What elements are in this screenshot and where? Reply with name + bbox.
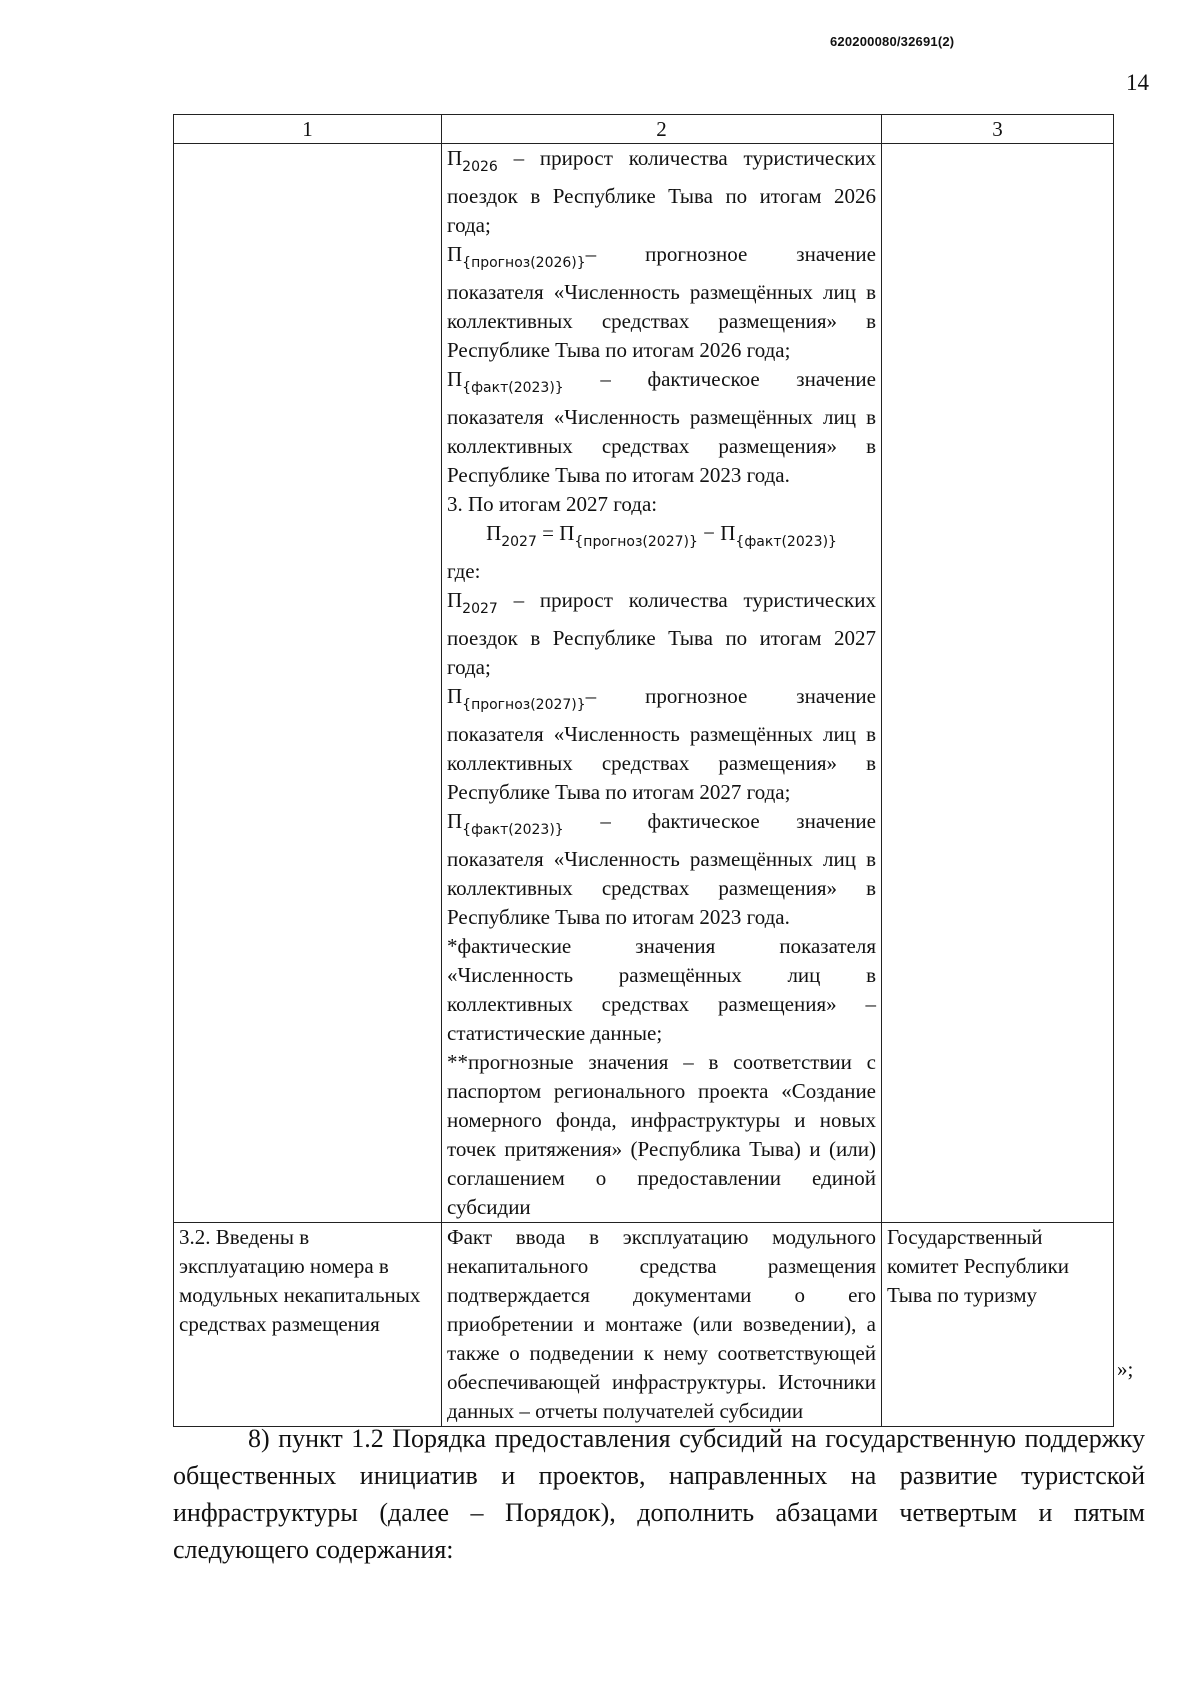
prognoz2027-definition: $П_{\{прогноз(2027)\}}-$ прогнозное значение показателя «Численность размещённых лиц в коллективных средствах размещения» в Республике Тыва по итогам 2027 года; <box>447 684 876 804</box>
p2027-definition: $П_{2027}$ – прирост количества туристических поездок в Республике Тыва по итогам 2027 года; <box>447 588 876 679</box>
indicators-table <box>173 114 1114 1427</box>
closing-quote-mark: »; <box>1117 1357 1134 1381</box>
row1-col1-empty <box>174 144 442 1223</box>
footnote-forecast-values: **прогнозные значения – в соответствии с паспортом регионального проекта «Создание номерного фонда, инфраструктуры и новых точек притяжения» (Республика Тыва) и (или) соглашением о предоставлении единой субсидии <box>447 1050 876 1219</box>
p2026-definition: $П_{2026}$ – прирост количества туристических поездок в Республике Тыва по итогам 2026 года; <box>447 146 876 237</box>
table-row <box>174 1223 1114 1427</box>
row2-col3: Государственный комитет Республики Тыва по туризму <box>882 1223 1114 1427</box>
row2-col2: Факт ввода в эксплуатацию модульного некапитального средства размещения подтверждается документами о его приобретении и монтаже (или возведении), а также о подведении к нему соответствующей обеспечивающей инфраструктуры. Источники данных – отчеты получателей субсидии <box>442 1223 882 1427</box>
where-label: где: <box>447 559 481 583</box>
item-3-heading: 3. По итогам 2027 года: <box>447 492 658 516</box>
body-paragraph-8: 8) пункт 1.2 Порядка предоставления субсидий на государственную поддержку общественных инициатив и проектов, направленных на развитие туристской инфраструктуры (далее – Порядок), дополнить абзацами четвертым и пятым следующего содержания: <box>173 1424 1145 1564</box>
fakt2023-definition-b: $П_{\{факт(2023)\}}$ – фактическое значение показателя «Численность размещённых лиц в коллективных средствах размещения» в Республике Тыва по итогам 2023 года. <box>447 809 876 929</box>
header-col-2: 2 <box>442 115 882 144</box>
footnote-actual-values: *фактические значения показателя «Численность размещённых лиц в коллективных средствах размещения» – статистические данные; <box>447 934 876 1045</box>
row2-col1: 3.2. Введены в эксплуатацию номера в модульных некапитальных средствах размещения <box>174 1223 442 1427</box>
table-row <box>174 144 1114 1223</box>
row1-col3-empty <box>882 144 1114 1223</box>
document-id: 620200080/32691(2) <box>830 34 955 49</box>
formula-2027: $П_{2027} = П_{\{прогноз(2027)\}} - П_{\{факт(2023)\}}$ <box>486 521 837 550</box>
prognoz2026-definition: $П_{\{прогноз(2026)\}}-$ прогнозное значение показателя «Численность размещённых лиц в коллективных средствах размещения» в Республике Тыва по итогам 2026 года; <box>447 242 876 362</box>
header-col-1: 1 <box>174 115 442 144</box>
table-header-row <box>174 115 1114 144</box>
page-number: 14 <box>1126 70 1149 95</box>
fakt2023-definition-a: $П_{\{факт(2023)\}}$ – фактическое значение показателя «Численность размещённых лиц в коллективных средствах размещения» в Республике Тыва по итогам 2023 года. <box>447 367 876 487</box>
row1-col2 <box>442 144 882 1223</box>
header-col-3: 3 <box>882 115 1114 144</box>
